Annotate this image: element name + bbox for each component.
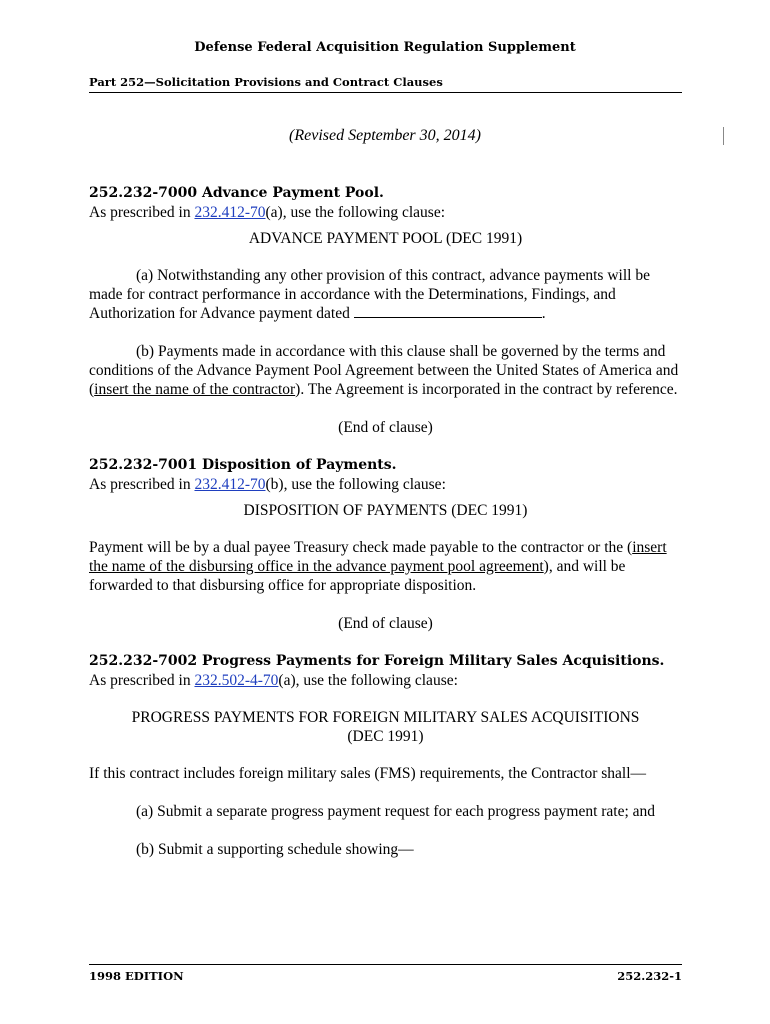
prescribed-suffix: (b), use the following clause: — [265, 476, 446, 493]
paragraph-a-text: (a) Notwithstanding any other provision of this contract, advance payments will be made for contract performance in accordance with the Determinations, Findings, and Authorization for Advance payment dated — [89, 267, 650, 322]
clause-title-7002-line1: PROGRESS PAYMENTS FOR FOREIGN MILITARY SALES ACQUISITIONS — [131, 709, 640, 726]
reference-link-232-412-70[interactable]: 232.412-70 — [194, 204, 266, 221]
running-header-part: Part 252—Solicitation Provisions and Contract Clauses — [89, 75, 443, 89]
clause-title-7000: ADVANCE PAYMENT POOL (DEC 1991) — [248, 230, 523, 247]
contractor-name-placeholder: insert the name of the contractor — [94, 381, 296, 398]
prescribed-line-7001 — [89, 475, 682, 494]
disbursing-office-placeholder: insert the name of the disbursing office in the advance payment pool agreement — [89, 539, 667, 575]
paragraph-b-prefix: (b) Payments made in accordance with this clause shall be governed by the terms and conditions of the Advance Payment Pool Agreement between the United States of America and ( — [89, 343, 679, 398]
section-heading-7002: 252.232-7002 Progress Payments for Foreign Military Sales Acquisitions. — [89, 653, 665, 669]
paragraph-a-7000 — [89, 266, 682, 323]
item-a-7002: (a) Submit a separate progress payment request for each progress payment rate; and — [136, 803, 656, 820]
clause-title-7001: DISPOSITION OF PAYMENTS (DEC 1991) — [243, 502, 528, 519]
prescribed-suffix: (a), use the following clause: — [265, 204, 445, 221]
footer-edition: 1998 EDITION — [89, 969, 184, 983]
item-b-7002: (b) Submit a supporting schedule showing— — [136, 841, 414, 858]
prescribed-line-7000 — [89, 203, 682, 222]
paragraph-prefix: Payment will be by a dual payee Treasury check made payable to the contractor or the ( — [89, 539, 633, 556]
document-body — [89, 184, 682, 859]
intro-7002: If this contract includes foreign military sales (FMS) requirements, the Contractor shall— — [89, 765, 647, 782]
prescribed-prefix: As prescribed in — [89, 672, 195, 689]
section-heading-7001: 252.232-7001 Disposition of Payments. — [89, 457, 397, 473]
running-header-title: Defense Federal Acquisition Regulation Supplement — [194, 40, 576, 55]
reference-link-232-412-70-b[interactable]: 232.412-70 — [194, 476, 266, 493]
footer-rule — [89, 964, 682, 965]
paragraph-b-7000 — [89, 342, 682, 399]
date-blank-line — [354, 304, 542, 318]
header-rule — [89, 92, 682, 93]
reference-link-232-502-4-70[interactable]: 232.502-4-70 — [194, 672, 279, 689]
prescribed-prefix: As prescribed in — [89, 476, 195, 493]
footer-page-number: 252.232-1 — [617, 969, 682, 983]
prescribed-prefix: As prescribed in — [89, 204, 195, 221]
revision-date: (Revised September 30, 2014) — [289, 127, 481, 144]
clause-title-7002-line2: (DEC 1991) — [347, 728, 424, 745]
end-of-clause-7000: (End of clause) — [338, 419, 433, 436]
paragraph-7001 — [89, 538, 682, 595]
section-heading-7000: 252.232-7000 Advance Payment Pool. — [89, 185, 384, 201]
prescribed-suffix: (a), use the following clause: — [278, 672, 458, 689]
paragraph-b-suffix: ). The Agreement is incorporated in the contract by reference. — [295, 381, 678, 398]
prescribed-line-7002 — [89, 671, 682, 690]
paragraph-suffix: ), and will be forwarded to that disbursing office for appropriate disposition. — [89, 558, 626, 594]
end-of-clause-7001: (End of clause) — [338, 615, 433, 632]
paragraph-a-end: . — [541, 305, 546, 322]
